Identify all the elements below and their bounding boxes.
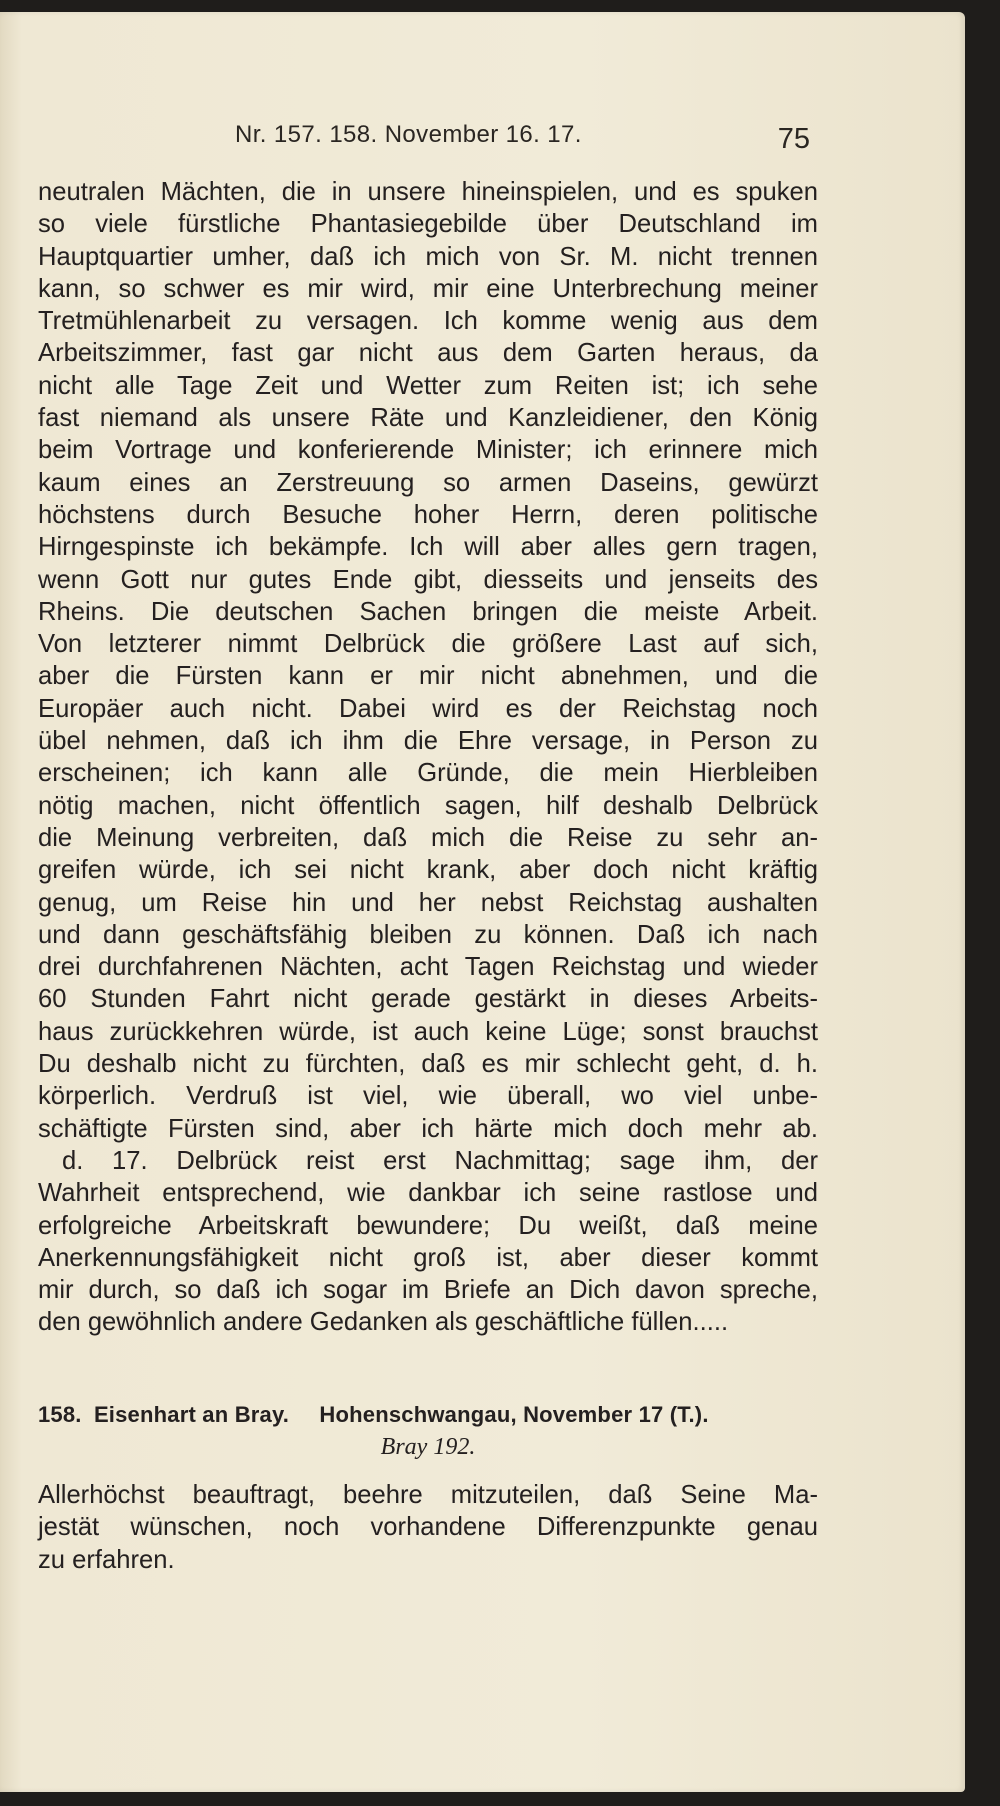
text-line: und dann geschäftsfähig bleiben zu können. Daß ich nach (38, 920, 818, 949)
document-158-body (38, 1479, 818, 1576)
book-page (0, 12, 965, 1792)
text-line: die Meinung verbreiten, daß mich die Reise zu sehr an- (38, 823, 818, 852)
text-line: Wahrheit entsprechend, wie dankbar ich seine rastlose und (38, 1179, 818, 1208)
text-line: nicht alle Tage Zeit und Wetter zum Reiten ist; ich sehe (38, 371, 818, 400)
text-line: fast niemand als unsere Räte und Kanzleidiener, den König (38, 404, 818, 433)
running-head: Nr. 157. 158. November 16. 17. (235, 121, 582, 148)
text-line: Anerkennungsfähigkeit nicht groß ist, aber dieser kommt (38, 1243, 818, 1272)
text-line: Hirngespinste ich bekämpfe. Ich will aber alles gern tragen, (38, 533, 818, 562)
text-line: Arbeitszimmer, fast gar nicht aus dem Garten heraus, da (38, 339, 818, 368)
text-line: aber die Fürsten kann er mir nicht abnehmen, und die (38, 662, 818, 691)
text-line: Allerhöchst beauftragt, beehre mitzuteilen, daß Seine Ma- (38, 1481, 818, 1509)
document-158-heading (38, 1402, 818, 1461)
text-line: drei durchfahrenen Nächten, acht Tagen Reichstag und wieder (38, 953, 818, 982)
text-line: genug, um Reise hin und her nebst Reichstag aushalten (38, 888, 818, 917)
letter-157-body (38, 176, 818, 1339)
text-line: 60 Stunden Fahrt nicht gerade gestärkt in dieses Arbeits- (38, 985, 818, 1014)
text-line: den gewöhnlich andere Gedanken als geschäftliche füllen..... (38, 1308, 729, 1337)
text-line: erscheinen; ich kann alle Gründe, die mein Hierbleiben (38, 759, 818, 788)
text-line: zu erfahren. (38, 1545, 175, 1574)
text-line: erfolgreiche Arbeitskraft bewundere; Du weißt, daß meine (38, 1211, 818, 1240)
text-line: d. 17. Delbrück reist erst Nachmittag; sage ihm, der (62, 1146, 818, 1175)
text-line: kann, so schwer es mir wird, mir eine Unterbrechung meiner (38, 274, 818, 303)
text-line: körperlich. Verdruß ist viel, wie überall, wo viel unbe- (38, 1082, 818, 1111)
text-line: so viele fürstliche Phantasiegebilde über Deutschland im (38, 210, 818, 239)
sender-recipient: Eisenhart an Bray. (93, 1402, 290, 1427)
text-line: Hauptquartier umher, daß ich mich von Sr. M. nicht trennen (38, 242, 818, 271)
text-line: mir durch, so daß ich sogar im Briefe an Dich davon spreche, (38, 1276, 818, 1305)
text-line: kaum eines an Zerstreuung so armen Daseins, gewürzt (38, 468, 818, 497)
page-number: 75 (777, 123, 810, 155)
text-line: jestät wünschen, noch vorhandene Differenzpunkte genau (38, 1513, 818, 1542)
document-title (38, 1402, 818, 1428)
text-line: neutralen Mächten, die in unsere hineinspielen, und es spuken (38, 178, 818, 206)
text-line: greifen würde, ich sei nicht krank, aber doch nicht kräftig (38, 856, 818, 885)
text-line: Von letzterer nimmt Delbrück die größere Last auf sich, (38, 630, 818, 659)
page-header (235, 119, 810, 159)
text-line: Europäer auch nicht. Dabei wird es der Reichstag noch (38, 694, 818, 723)
document-number: 158. (38, 1402, 82, 1427)
text-line: beim Vortrage und konferierende Minister; ich erinnere mich (38, 436, 818, 465)
text-line: Rheins. Die deutschen Sachen bringen die meiste Arbeit. (38, 597, 818, 626)
text-line: höchstens durch Besuche hoher Herrn, deren politische (38, 500, 818, 529)
text-line: wenn Gott nur gutes Ende gibt, diesseits und jenseits des (38, 565, 818, 594)
text-line: haus zurückkehren würde, ist auch keine Lüge; sonst brauchst (38, 1017, 818, 1046)
text-line: nötig machen, nicht öffentlich sagen, hilf deshalb Delbrück (38, 791, 818, 820)
place-date: Hohenschwangau, November 17 (T.). (319, 1402, 709, 1427)
text-line: schäftigte Fürsten sind, aber ich härte mich doch mehr ab. (38, 1114, 818, 1143)
source-reference: Bray 192. (380, 1434, 476, 1460)
text-line: Tretmühlenarbeit zu versagen. Ich komme wenig aus dem (38, 307, 818, 336)
text-line: übel nehmen, daß ich ihm die Ehre versage, in Person zu (38, 727, 818, 756)
text-line: Du deshalb nicht zu fürchten, daß es mir schlecht geht, d. h. (38, 1050, 818, 1079)
